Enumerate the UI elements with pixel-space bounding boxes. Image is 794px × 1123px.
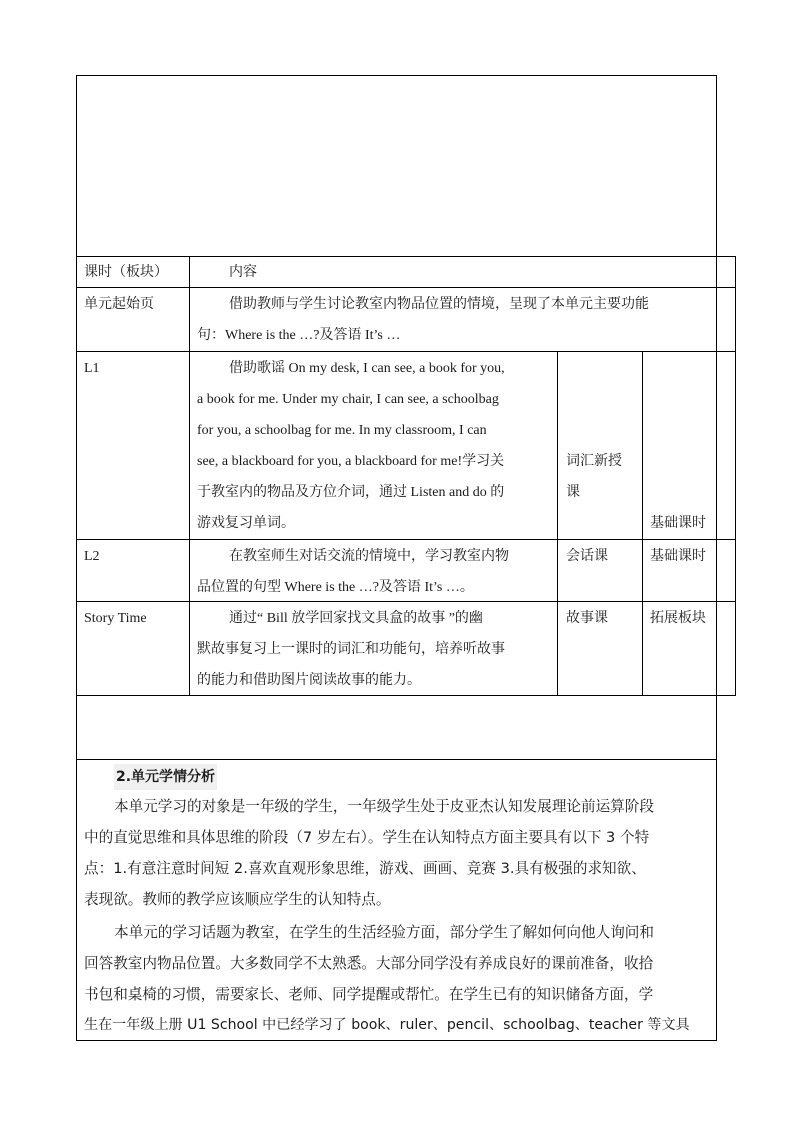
table-col1-rule bbox=[189, 256, 190, 695]
row-type-l1-line1: 词汇新授 bbox=[566, 453, 622, 469]
para2-line1: 本单元的学习话题为教室，在学生的生活经验方面，部分学生了解如何向他人询问和 bbox=[114, 924, 654, 941]
row-level-story: 拓展板块 bbox=[650, 610, 706, 626]
row-type-story: 故事课 bbox=[566, 610, 608, 626]
table-col3-rule bbox=[642, 351, 643, 695]
row-lesson-l2: L2 bbox=[84, 549, 100, 564]
section-heading: 2.单元学情分析 bbox=[114, 764, 217, 790]
para1-line1: 本单元学习的对象是一年级的学生，一年级学生处于皮亚杰认知发展理论前运算阶段 bbox=[114, 798, 654, 815]
header-content: 内容 bbox=[229, 264, 257, 280]
row-content-story-line3: 的能力和借助图片阅读故事的能力。 bbox=[197, 672, 421, 688]
table-row2-bottom-rule bbox=[76, 539, 736, 540]
para2-line3: 书包和桌椅的习惯，需要家长、老师、同学提醒或帮忙。在学生已有的知识储备方面，学 bbox=[84, 986, 654, 1003]
table-top-rule bbox=[76, 256, 736, 257]
row-lesson-story: Story Time bbox=[84, 611, 147, 626]
para1-line3: 点：1.有意注意时间短 2.喜欢直观形象思维，游戏、画画、竞赛 3.具有极强的求知欲、 bbox=[84, 860, 646, 877]
row-lesson-intro: 单元起始页 bbox=[84, 296, 154, 312]
row-content-l2-line1: 在教室师生对话交流的情境中，学习教室内物 bbox=[229, 549, 509, 564]
row-content-l1-line4: see, a blackboard for you, a blackboard for me!学习关 bbox=[197, 454, 505, 469]
table-right-rule bbox=[735, 256, 736, 695]
para1-line4: 表现欲。教师的教学应该顺应学生的认知特点。 bbox=[84, 891, 391, 908]
row-content-l1-line5: 于教室内的物品及方位介词，通过 Listen and do 的 bbox=[197, 485, 505, 500]
row-content-l2-line2: 品位置的句型 Where is the …?及答语 It’s …。 bbox=[197, 580, 474, 595]
row-content-l1-line2: a book for me. Under my chair, I can see, a schoolbag bbox=[197, 392, 499, 407]
row-content-l1-line3: for you, a schoolbag for me. In my classroom, I can bbox=[197, 423, 487, 438]
row-content-l1-line6: 游戏复习单词。 bbox=[197, 516, 295, 531]
para2-line2: 回答教室内物品位置。大多数同学不太熟悉。大部分同学没有养成良好的课前准备，收拾 bbox=[84, 955, 654, 972]
row-type-l2: 会话课 bbox=[566, 548, 608, 564]
row-content-intro-line1: 借助教师与学生讨论教室内物品位置的情境，呈现了本单元主要功能 bbox=[229, 297, 649, 312]
row-level-l2: 基础课时 bbox=[650, 548, 706, 564]
table-header-bottom-rule bbox=[76, 287, 736, 288]
row-content-intro-line2: 句：Where is the …?及答语 It’s … bbox=[197, 328, 401, 343]
row-type-l1-line2: 课 bbox=[566, 484, 580, 500]
row-content-l1-line1: 借助歌谣 On my desk, I can see, a book for you, bbox=[229, 361, 505, 376]
para1-line2: 中的直觉思维和具体思维的阶段（7 岁左右）。学生在认知特点方面主要具有以下 3 个特 bbox=[84, 829, 650, 846]
section-divider-rule bbox=[76, 759, 717, 760]
header-lesson: 课时（板块） bbox=[84, 264, 168, 280]
para2-line4: 生在一年级上册 U1 School 中已经学习了 book、ruler、pencil、schoolbag、teacher 等文具 bbox=[84, 1017, 690, 1033]
row-content-story-line2: 默故事复习上一课时的词汇和功能句，培养听故事 bbox=[197, 641, 505, 657]
table-col2-rule bbox=[557, 351, 558, 695]
row-level-l1: 基础课时 bbox=[650, 515, 706, 531]
row-content-story-line1: 通过“ Bill 放学回家找文具盒的故事 ”的幽 bbox=[229, 611, 483, 626]
row-lesson-l1: L1 bbox=[84, 361, 100, 376]
table-row1-bottom-rule bbox=[76, 351, 736, 352]
